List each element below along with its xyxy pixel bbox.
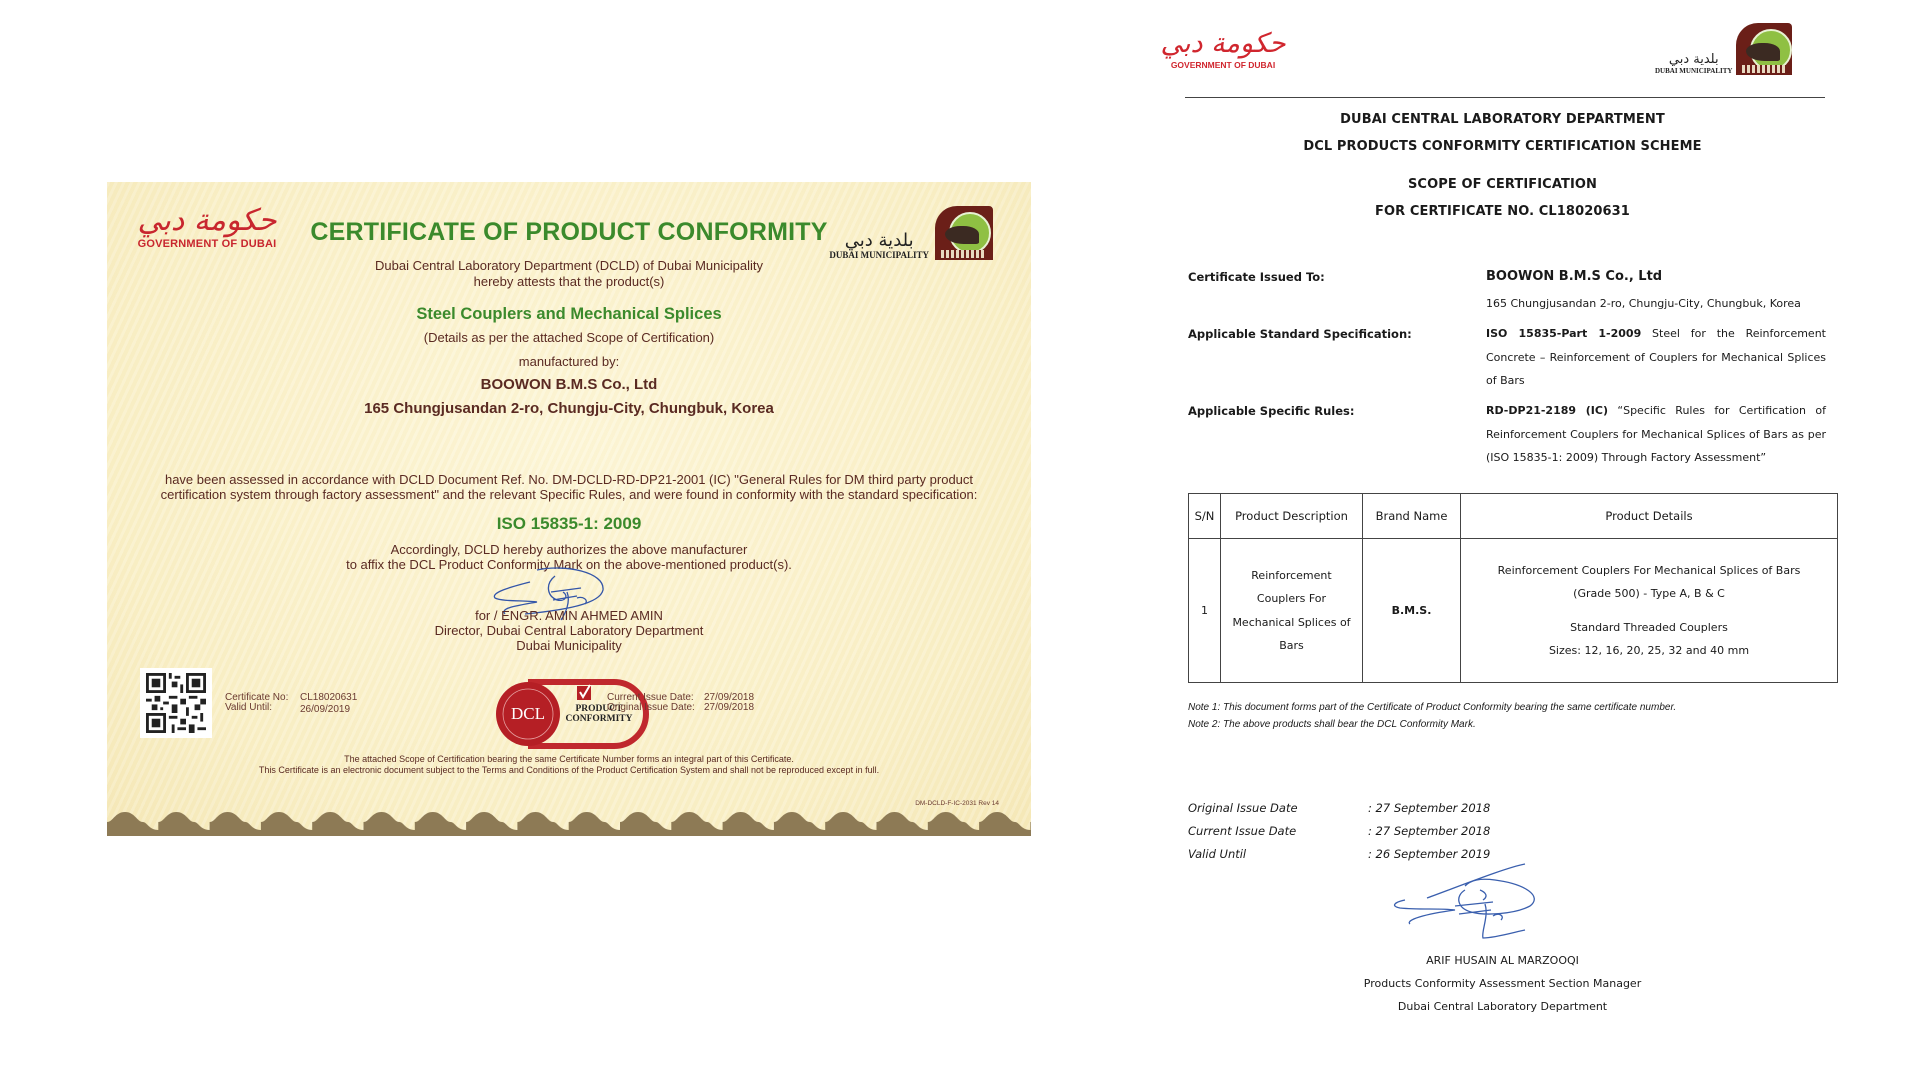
rules-value [1486,399,1826,470]
heading-scheme: DCL PRODUCTS CONFORMITY CERTIFICATION SCHEME [1303,139,1702,154]
certificate-no-label: Certificate No: [225,692,289,703]
manager-signature [1385,862,1585,944]
qr-code-icon [146,673,206,733]
standard-value [1486,322,1826,393]
valid-until-label: Valid Until: [225,702,273,713]
dm-logo-english: DUBAI MUNICIPALITY [1655,67,1733,75]
note-2: Note 2: The above products shall bear the DCL Conformity Mark. [1188,719,1476,730]
original-issue-value: : 27 September 2018 [1368,801,1491,815]
cell-description: Reinforcement Couplers For Mechanical Splices of Bars [1221,539,1363,683]
signatory-organization: Dubai Municipality [516,638,622,653]
header-brand: Brand Name [1363,494,1461,539]
valid-until-value: : 26 September 2019 [1368,847,1491,861]
original-issue-label: Original Issue Date: [607,702,695,713]
dm-logo-arabic: بلدية دبي [1668,52,1719,67]
signatory-name: for / ENGR. AMIN AHMED AMIN [475,608,663,623]
details-line-4: Sizes: 12, 16, 20, 25, 32 and 40 mm [1548,644,1750,657]
note-1: Note 1: This document forms part of the Certificate of Product Conformity bearing the same certificate number. [1188,702,1677,713]
cell-details [1461,539,1838,683]
rules-label: Applicable Specific Rules: [1188,404,1355,418]
heading-department: DUBAI CENTRAL LABORATORY DEPARTMENT [1340,112,1665,127]
current-issue-value: : 27 September 2018 [1368,824,1491,838]
form-number: DM-DCLD-F-IC-2031 Rev 14 [915,800,999,807]
header-details: Product Details [1461,494,1838,539]
dubai-municipality-logo [1655,23,1792,75]
product-name: Steel Couplers and Mechanical Splices [416,305,722,323]
header-divider [1185,97,1825,98]
manufacturer-name: BOOWON B.M.S Co., Ltd [480,376,658,393]
government-of-dubai-logo [1160,28,1286,70]
signatory-name: ARIF HUSAIN AL MARZOOQI [1426,954,1579,967]
signatory-department: Dubai Central Laboratory Department [1397,1000,1608,1013]
product-note: (Details as per the attached Scope of Certification) [423,330,715,345]
standard-specification: ISO 15835-1: 2009 [496,514,642,533]
dcl-badge-text: DCL [511,704,545,723]
standard-code: ISO 15835-Part 1-2009 [1486,327,1642,340]
footer-line-2: This Certificate is an electronic document subject to the Terms and Conditions of the Product Certification System and shall not be reproduced except in full. [258,765,880,775]
original-issue-label: Original Issue Date [1188,801,1298,815]
scope-table [1188,493,1838,683]
issued-to-label: Certificate Issued To: [1188,270,1325,284]
mark-line-2: CONFORMITY [565,714,633,724]
falcon-emblem-icon [1736,23,1792,75]
signatory-title: Products Conformity Assessment Section Manager [1363,977,1642,990]
original-issue-value: 27/09/2018 [704,702,755,713]
rules-text: “Specific Rules for Certification of Reinforcement Couplers for Mechanical Splices of Bars as per (ISO 15835-1: 2009) Through Factory Assessment” [1486,404,1826,464]
dcl-product-conformity-mark [492,678,652,750]
certificate-no-value: CL18020631 [300,692,358,703]
standard-text: Steel for the Reinforcement Concrete – Reinforcement of Couplers for Mechanical Splices of Bars [1486,327,1826,387]
details-line-1: Reinforcement Couplers For Mechanical Splices of Bars [1497,563,1801,577]
manufactured-by-label: manufactured by: [518,354,620,369]
details-line-3: Standard Threaded Couplers [1570,620,1728,634]
signatory-title: Director, Dubai Central Laboratory Department [434,623,704,638]
valid-until-value: 26/09/2019 [300,704,351,715]
current-issue-label: Current Issue Date: [607,692,694,703]
mark-line-1: PRODUCT [575,704,623,714]
footer-line-1: The attached Scope of Certification bearing the same Certificate Number forms an integral part of this Certificate. [344,754,794,764]
gov-logo-arabic: حكومة دبي [1160,28,1286,59]
issued-to-name: BOOWON B.M.S Co., Ltd [1486,269,1663,284]
scope-of-certification-document [1160,0,1860,1080]
authorize-line-2: to affix the DCL Product Conformity Mark on the above-mentioned product(s). [346,557,792,572]
assessment-line-1: have been assessed in accordance with DCLD Document Ref. No. DM-DCLD-RD-DP21-2001 (IC) "General Rules for DM third party product [164,472,974,487]
authorize-line-1: Accordingly, DCLD hereby authorizes the above manufacturer [390,542,748,557]
header-sn: S/N [1189,494,1221,539]
table-header-row [1189,494,1838,539]
manufacturer-address: 165 Chungjusandan 2-ro, Chungju-City, Chungbuk, Korea [364,400,774,417]
standard-label: Applicable Standard Specification: [1188,327,1412,341]
assessment-line-2: certification system through factory assessment" and the relevant Specific Rules, and were found in conformity with the standard specification: [160,487,978,502]
valid-until-label: Valid Until [1188,847,1247,861]
header-description: Product Description [1221,494,1363,539]
gov-logo-arabic: حكومة دبي [137,203,277,238]
current-issue-value: 27/09/2018 [704,692,755,703]
certificate-title: CERTIFICATE OF PRODUCT CONFORMITY [310,218,828,246]
gov-logo-english: GOVERNMENT OF DUBAI [137,238,277,250]
cell-brand: B.M.S. [1363,539,1461,683]
heading-scope: SCOPE OF CERTIFICATION [1407,177,1598,192]
issued-to-address: 165 Chungjusandan 2-ro, Chungju-City, Chungbuk, Korea [1486,297,1801,310]
current-issue-label: Current Issue Date [1188,824,1297,838]
certificate-of-product-conformity [107,182,1031,836]
cell-sn: 1 [1189,539,1221,683]
dm-logo-arabic: بلدية دبي [844,230,914,251]
qr-code[interactable] [140,668,212,738]
details-line-2: (Grade 500) - Type A, B & C [1573,587,1725,600]
table-row [1189,539,1838,683]
intro-line-1: Dubai Central Laboratory Department (DCLD) of Dubai Municipality [374,258,763,273]
heading-certificate-no: FOR CERTIFICATE NO. CL18020631 [1375,204,1630,219]
dm-logo-english: DUBAI MUNICIPALITY [829,250,929,260]
gov-logo-english: GOVERNMENT OF DUBAI [1170,60,1276,70]
scalloped-border [107,808,1031,836]
rules-code: RD-DP21-2189 (IC) [1486,404,1608,417]
intro-line-2: hereby attests that the product(s) [473,274,665,289]
